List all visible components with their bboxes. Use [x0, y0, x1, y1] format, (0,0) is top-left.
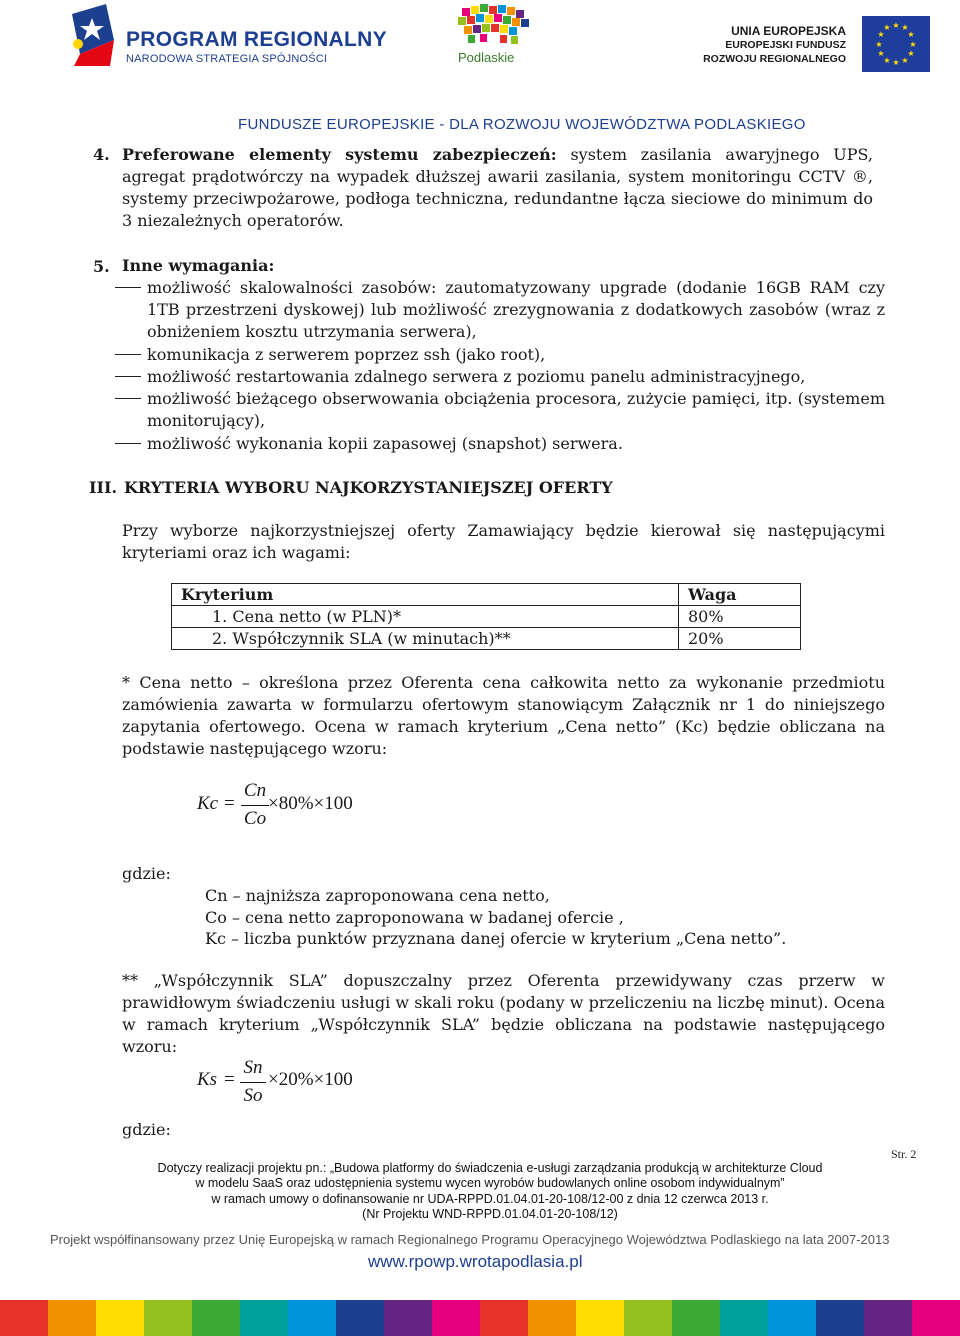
svg-text:★: ★	[877, 30, 885, 39]
section-iii-heading: KRYTERIA WYBORU NAJKORZYSTANIEJSZEJ OFERTY	[124, 478, 613, 497]
list-dash	[115, 376, 141, 377]
svg-text:★: ★	[901, 56, 909, 65]
list-dash	[115, 443, 141, 444]
section-4-text: system zasilania awaryjnego UPS, agregat prądotwórczy na wypadek dłuższej awarii zasilania, system monitoringu CCTV ®, systemy przeciwpożarowe, podłoga techniczna, redundantne łącza sieciowe do minimum do 3 niezależnych operatorów.	[122, 145, 873, 230]
svg-text:★: ★	[901, 23, 909, 32]
criteria-intro: Przy wyborze najkorzystniejszej oferty Zamawiający będzie kierował się następującymi kryteriami oraz ich wagami:	[122, 521, 885, 562]
section-5-number: 5.	[93, 257, 110, 276]
svg-text:★: ★	[883, 56, 891, 65]
svg-text:★: ★	[877, 49, 885, 58]
stripe-segment	[480, 1300, 528, 1336]
stripe-segment	[144, 1300, 192, 1336]
eu-line-1: UNIA EUROPEJSKA	[731, 24, 846, 38]
formula-kc-fraction-bar	[241, 805, 269, 806]
list-dash	[115, 287, 141, 288]
podlaskie-logo	[444, 2, 554, 68]
formula-kc-eq: =	[224, 793, 235, 814]
table-header-row	[172, 584, 801, 606]
page-number: Str. 2	[891, 1147, 917, 1161]
where-item-cn: Cn – najniższa zaproponowana cena netto,	[205, 886, 550, 905]
eu-line-2: EUROPEJSKI FUNDUSZ	[725, 39, 846, 51]
footer-line-4: (Nr Projektu WND-RPPD.01.04.01-20-108/12)	[362, 1207, 618, 1221]
star-emblem-icon	[66, 4, 122, 68]
stripe-segment	[768, 1300, 816, 1336]
section-4-number: 4.	[93, 145, 110, 164]
formula-kc-lhs: Kc	[197, 793, 219, 814]
list-item: możliwość wykonania kopii zapasowej (snapshot) serwera.	[147, 434, 623, 453]
stripe-segment	[864, 1300, 912, 1336]
stripe-segment	[336, 1300, 384, 1336]
svg-text:★: ★	[907, 30, 915, 39]
list-item: możliwość bieżącego obserwowania obciążenia procesora, zużycie pamięci, itp. (systemem monitorujący),	[147, 389, 885, 430]
formula-kc-rest: ×80%×100	[268, 793, 353, 814]
weight-cell: 80%	[679, 606, 801, 628]
stripe-segment	[912, 1300, 960, 1336]
table-row	[172, 628, 801, 650]
eu-line-3: ROZWOJU REGIONALNEGO	[703, 53, 846, 65]
table-row	[172, 606, 801, 628]
stripe-segment	[0, 1300, 48, 1336]
svg-text:★: ★	[875, 40, 883, 49]
where-item-kc: Kc – liczba punktów przyznana danej ofercie w kryterium „Cena netto”.	[205, 929, 787, 948]
list-dash	[115, 398, 141, 399]
stripe-segment	[528, 1300, 576, 1336]
formula-ks-numerator: Sn	[243, 1057, 263, 1078]
criterion-cell: 1. Cena netto (w PLN)*	[172, 606, 679, 628]
program-regionalny-logo	[66, 4, 387, 68]
list-item: komunikacja z serwerem poprzez ssh (jako root),	[147, 345, 546, 364]
podlaskie-label: Podlaskie	[458, 50, 515, 65]
where-item-co: Co – cena netto zaproponowana w badanej ofercie ,	[205, 907, 624, 927]
eu-text	[703, 24, 846, 66]
footer-line-2: w modelu SaaS oraz udostępnienia systemu wycen wyrobów budowlanych online osobom indywidualnym”	[195, 1176, 785, 1190]
where-label-2: gdzie:	[122, 1120, 171, 1139]
criterion-cell: 2. Współczynnik SLA (w minutach)**	[172, 628, 679, 650]
footer-line-1: Dotyczy realizacji projektu pn.: „Budowa platformy do świadczenia e-usługi zarządzania produkcją w architekturze Cloud	[157, 1161, 823, 1175]
stripe-segment	[624, 1300, 672, 1336]
svg-text:★: ★	[907, 49, 915, 58]
funds-slogan: FUNDUSZE EUROPEJSKIE - DLA ROZWOJU WOJEWÓDZTWA PODLASKIEGO	[238, 116, 806, 133]
stripe-segment	[720, 1300, 768, 1336]
stripe-segment	[240, 1300, 288, 1336]
eu-logo	[700, 6, 930, 70]
section-4-heading: Preferowane elementy systemu zabezpieczeń:	[122, 145, 557, 164]
stripe-segment	[816, 1300, 864, 1336]
stripe-segment	[192, 1300, 240, 1336]
cofinancing-line: Projekt współfinansowany przez Unię Europejską w ramach Regionalnego Programu Operacyjnego Województwa Podlaskiego na lata 2007-2013	[50, 1232, 890, 1247]
where-list	[205, 885, 786, 950]
website-link[interactable]: www.rpowp.wrotapodlasia.pl	[368, 1252, 583, 1271]
stripe-segment	[96, 1300, 144, 1336]
formula-ks-denominator: So	[243, 1085, 263, 1106]
formula-ks-eq: =	[224, 1069, 235, 1090]
bison-mosaic-icon	[444, 2, 554, 52]
formula-ks-lhs: Ks	[197, 1069, 218, 1090]
list-item: możliwość skalowalności zasobów: zautomatyzowany upgrade (dodanie 16GB RAM czy 1TB przestrzeni dyskowej) lub możliwość zrezygnowania z dodatkowych zasobów (wraz z obniżeniem kosztu utrzymania serwera),	[147, 278, 885, 341]
svg-text:★: ★	[892, 58, 900, 67]
eu-flag-icon	[862, 16, 930, 72]
svg-text:★: ★	[892, 21, 900, 30]
program-subtitle: NARODOWA STRATEGIA SPÓJNOŚCI	[126, 53, 328, 65]
section-5-heading: Inne wymagania:	[122, 256, 275, 275]
criteria-table	[171, 583, 801, 650]
weight-cell: 20%	[679, 628, 801, 650]
stripe-segment	[672, 1300, 720, 1336]
svg-text:★: ★	[883, 23, 891, 32]
section-iii-number: III.	[89, 478, 118, 497]
stripe-segment	[576, 1300, 624, 1336]
formula-kc-numerator: Cn	[243, 780, 267, 801]
color-stripe	[0, 1300, 960, 1336]
list-dash	[115, 354, 141, 355]
program-title: PROGRAM REGIONALNY	[126, 28, 387, 51]
formula-ks-fraction-bar	[240, 1082, 266, 1083]
formula-ks-rest: ×20%×100	[268, 1069, 353, 1090]
list-item: możliwość restartowania zdalnego serwera z poziomu panelu administracyjnego,	[147, 367, 806, 386]
stripe-segment	[288, 1300, 336, 1336]
footer-line-3: w ramach umowy o dofinansowanie nr UDA-RPPD.01.04.01-20-108/12-00 z dnia 12 czerwca 2013 r.	[211, 1192, 769, 1206]
section-4-paragraph	[122, 144, 873, 232]
where-label-1: gdzie:	[122, 864, 171, 883]
stripe-segment	[384, 1300, 432, 1336]
header-weight: Waga	[679, 584, 801, 606]
stripe-segment	[48, 1300, 96, 1336]
formula-kc-denominator: Co	[243, 808, 267, 829]
sla-note: ** „Współczynnik SLA” dopuszczalny przez Oferenta przewidywany czas przerw w prawidłowym świadczeniu usługi w skali roku (podany w przeliczeniu na liczbę minut). Ocena w ramach kryterium „Współczynnik SLA” będzie obliczana na podstawie następującego wzoru:	[122, 971, 885, 1056]
price-note: * Cena netto – określona przez Oferenta cena całkowita netto za wykonanie przedmiotu zamówienia zawarta w formularzu ofertowym stanowiącym Załącznik nr 1 do niniejszego zapytania ofertowego. Ocena w ramach kryterium „Cena netto” (Kc) będzie obliczana na podstawie następującego wzoru:	[122, 673, 885, 758]
stripe-segment	[432, 1300, 480, 1336]
header-criterion: Kryterium	[172, 584, 679, 606]
svg-text:★: ★	[909, 40, 917, 49]
